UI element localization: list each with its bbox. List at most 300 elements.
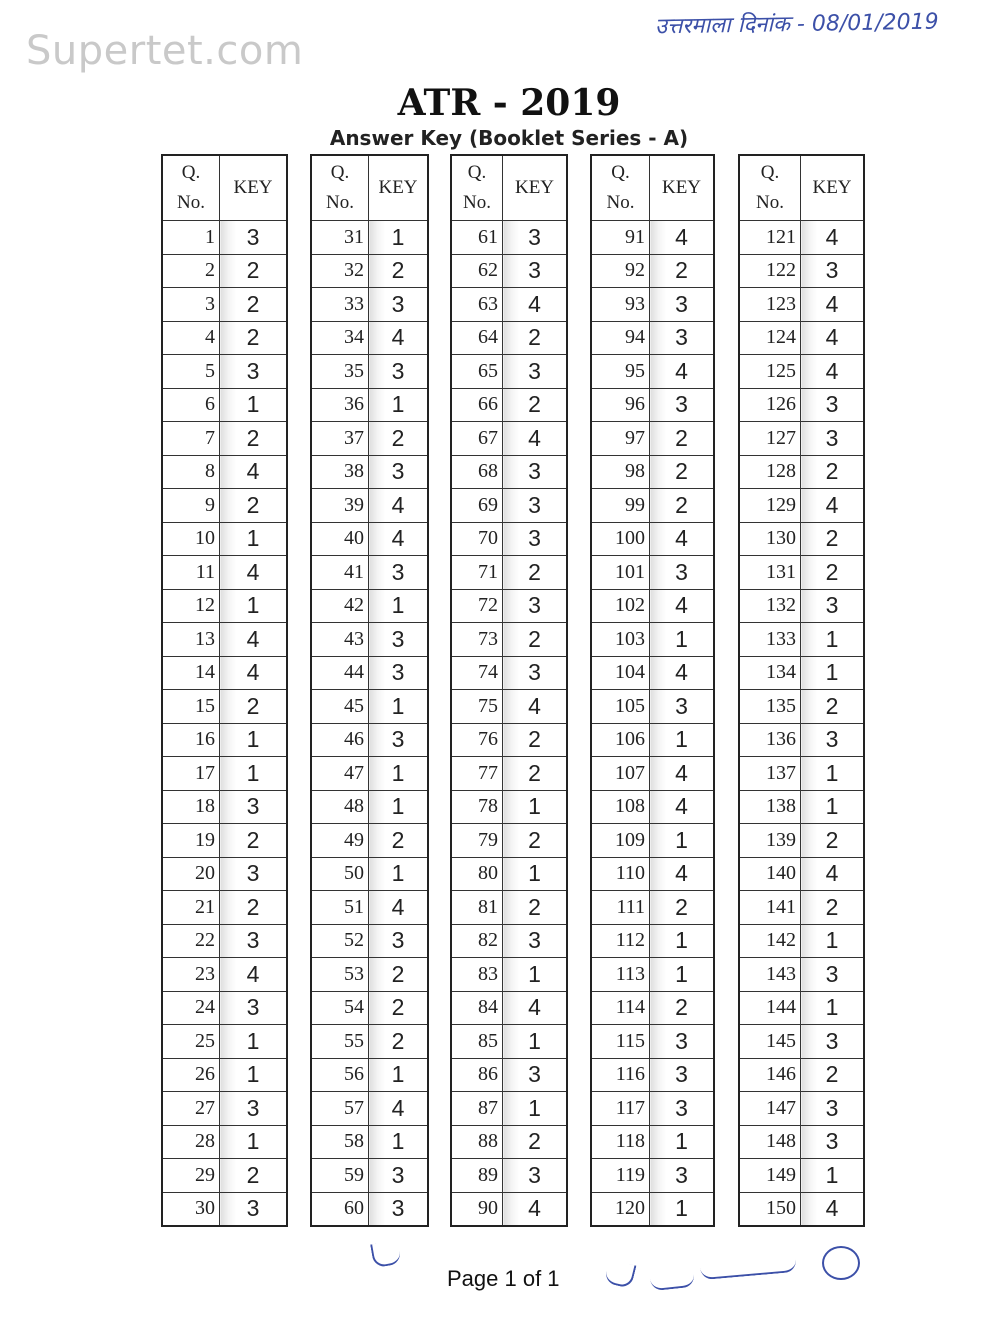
table-row (311, 489, 428, 523)
question-number: 76 (451, 723, 503, 757)
table-row (311, 656, 428, 690)
answer-key-value: 4 (650, 221, 715, 255)
question-number: 67 (451, 422, 503, 456)
question-number: 57 (311, 1092, 369, 1126)
answer-key-value: 3 (369, 455, 429, 489)
answer-key-value: 2 (801, 690, 865, 724)
answer-key-value: 3 (503, 221, 568, 255)
answer-key-value: 2 (801, 891, 865, 925)
table-row (451, 589, 567, 623)
table-row (162, 656, 287, 690)
answer-key-value: 2 (220, 254, 288, 288)
answer-key-value: 4 (650, 522, 715, 556)
question-number: 72 (451, 589, 503, 623)
question-number: 47 (311, 757, 369, 791)
question-number: 148 (739, 1125, 801, 1159)
answer-key-value: 1 (220, 522, 288, 556)
answer-key-table (738, 154, 865, 1227)
table-row (591, 757, 714, 791)
table-row (451, 221, 567, 255)
answer-key-value: 1 (650, 824, 715, 858)
answer-key-value: 4 (801, 288, 865, 322)
table-row (591, 589, 714, 623)
answer-key-value: 3 (220, 924, 288, 958)
table-row (162, 991, 287, 1025)
answer-key-table (161, 154, 288, 1227)
table-row (311, 958, 428, 992)
question-number: 130 (739, 522, 801, 556)
table-row (451, 857, 567, 891)
question-number: 45 (311, 690, 369, 724)
table-row (739, 522, 864, 556)
question-number: 111 (591, 891, 650, 925)
answer-key-value: 3 (650, 556, 715, 590)
signature-mark (649, 1263, 695, 1291)
table-row (739, 556, 864, 590)
answer-key-value: 2 (503, 388, 568, 422)
answer-key-value: 3 (220, 221, 288, 255)
answer-key-value: 2 (650, 991, 715, 1025)
question-number: 9 (162, 489, 220, 523)
answer-key-value: 2 (650, 254, 715, 288)
answer-key-value: 3 (369, 924, 429, 958)
table-row (162, 455, 287, 489)
table-row (162, 1159, 287, 1193)
question-number: 137 (739, 757, 801, 791)
answer-key-value: 2 (220, 690, 288, 724)
question-number: 14 (162, 656, 220, 690)
question-number-header (739, 155, 801, 221)
question-number: 2 (162, 254, 220, 288)
answer-key-value: 3 (503, 522, 568, 556)
question-number: 28 (162, 1125, 220, 1159)
question-number: 16 (162, 723, 220, 757)
answer-key-value: 4 (801, 355, 865, 389)
question-number: 144 (739, 991, 801, 1025)
table-row (162, 891, 287, 925)
answer-key-value: 4 (801, 1192, 865, 1226)
table-row (451, 1159, 567, 1193)
question-number: 115 (591, 1025, 650, 1059)
question-header-line2: No. (177, 192, 205, 213)
question-number: 18 (162, 790, 220, 824)
question-number: 4 (162, 321, 220, 355)
table-row (162, 824, 287, 858)
answer-key-value: 3 (220, 991, 288, 1025)
table-row (591, 1159, 714, 1193)
answer-key-value: 3 (650, 690, 715, 724)
question-number: 20 (162, 857, 220, 891)
answer-key-value: 4 (369, 891, 429, 925)
answer-key-value: 4 (369, 489, 429, 523)
answer-key-value: 4 (220, 455, 288, 489)
question-number-header (451, 155, 503, 221)
table-row (451, 522, 567, 556)
table-row (591, 254, 714, 288)
question-number: 36 (311, 388, 369, 422)
question-number: 60 (311, 1192, 369, 1226)
key-header: KEY (220, 155, 288, 221)
question-number: 48 (311, 790, 369, 824)
table-row (591, 891, 714, 925)
question-number: 21 (162, 891, 220, 925)
table-row (162, 1125, 287, 1159)
question-number: 6 (162, 388, 220, 422)
question-number: 10 (162, 522, 220, 556)
table-row (591, 924, 714, 958)
answer-key-value: 1 (801, 1159, 865, 1193)
table-row (739, 455, 864, 489)
table-row (162, 489, 287, 523)
table-row (311, 556, 428, 590)
answer-key-value: 4 (503, 1192, 568, 1226)
question-number: 58 (311, 1125, 369, 1159)
table-row (162, 723, 287, 757)
table-row (311, 891, 428, 925)
table-row (451, 958, 567, 992)
question-number: 146 (739, 1058, 801, 1092)
answer-key-value: 2 (503, 321, 568, 355)
answer-key-value: 2 (220, 422, 288, 456)
answer-key-value: 3 (801, 723, 865, 757)
answer-key-value: 3 (220, 790, 288, 824)
table-row (311, 991, 428, 1025)
question-number: 129 (739, 489, 801, 523)
answer-key-value: 1 (369, 1125, 429, 1159)
answer-key-table (590, 154, 715, 1227)
question-number: 96 (591, 388, 650, 422)
question-number: 136 (739, 723, 801, 757)
question-number: 101 (591, 556, 650, 590)
question-number: 25 (162, 1025, 220, 1059)
question-number: 27 (162, 1092, 220, 1126)
answer-key-value: 3 (801, 388, 865, 422)
table-row (311, 1025, 428, 1059)
table-row (162, 690, 287, 724)
table-row (311, 723, 428, 757)
table-row (311, 321, 428, 355)
answer-key-value: 2 (503, 1125, 568, 1159)
question-number: 132 (739, 589, 801, 623)
answer-key-value: 4 (650, 355, 715, 389)
answer-key-value: 3 (650, 1092, 715, 1126)
answer-key-value: 2 (220, 824, 288, 858)
question-number: 34 (311, 321, 369, 355)
table-row (739, 1092, 864, 1126)
question-number: 120 (591, 1192, 650, 1226)
table-row (451, 1092, 567, 1126)
question-number: 19 (162, 824, 220, 858)
table-row (311, 623, 428, 657)
question-number: 128 (739, 455, 801, 489)
answer-key-value: 3 (801, 958, 865, 992)
question-number: 121 (739, 221, 801, 255)
table-row (451, 790, 567, 824)
question-number: 114 (591, 991, 650, 1025)
answer-key-value: 3 (503, 656, 568, 690)
answer-key-value: 2 (801, 556, 865, 590)
answer-key-value: 3 (650, 288, 715, 322)
table-row (591, 1192, 714, 1226)
question-number: 52 (311, 924, 369, 958)
table-row (739, 1192, 864, 1226)
question-number: 15 (162, 690, 220, 724)
question-number: 93 (591, 288, 650, 322)
question-number: 5 (162, 355, 220, 389)
question-number: 110 (591, 857, 650, 891)
answer-key-value: 2 (220, 1159, 288, 1193)
question-number: 103 (591, 623, 650, 657)
answer-key-value: 4 (801, 489, 865, 523)
answer-key-value: 3 (369, 556, 429, 590)
table-row (739, 221, 864, 255)
table-row (451, 288, 567, 322)
table-row (451, 1192, 567, 1226)
question-number: 56 (311, 1058, 369, 1092)
table-row (451, 388, 567, 422)
table-row (739, 1125, 864, 1159)
key-header: KEY (369, 155, 429, 221)
answer-key-value: 1 (503, 1092, 568, 1126)
answer-key-value: 1 (220, 388, 288, 422)
table-row (451, 455, 567, 489)
question-number: 69 (451, 489, 503, 523)
question-number: 109 (591, 824, 650, 858)
answer-key-value: 1 (220, 589, 288, 623)
answer-key-value: 1 (369, 388, 429, 422)
answer-key-value: 3 (369, 1159, 429, 1193)
answer-key-value: 4 (220, 623, 288, 657)
table-row (162, 355, 287, 389)
table-row (311, 690, 428, 724)
answer-key-value: 3 (369, 1192, 429, 1226)
question-number: 35 (311, 355, 369, 389)
answer-key-value: 3 (220, 1192, 288, 1226)
answer-key-value: 4 (369, 1092, 429, 1126)
answer-key-value: 1 (369, 757, 429, 791)
question-number: 147 (739, 1092, 801, 1126)
table-row (739, 254, 864, 288)
answer-key-value: 2 (369, 991, 429, 1025)
answer-key-value: 3 (650, 388, 715, 422)
table-row (739, 422, 864, 456)
question-header-line1: Q. (760, 162, 780, 183)
key-header: KEY (503, 155, 568, 221)
answer-key-value: 1 (369, 690, 429, 724)
question-number: 78 (451, 790, 503, 824)
table-row (311, 422, 428, 456)
table-row (162, 757, 287, 791)
question-number: 66 (451, 388, 503, 422)
question-number: 97 (591, 422, 650, 456)
table-row (162, 958, 287, 992)
table-row (311, 1092, 428, 1126)
table-row (162, 790, 287, 824)
table-row (451, 355, 567, 389)
question-header-line2: No. (756, 192, 784, 213)
question-number: 92 (591, 254, 650, 288)
answer-key-value: 2 (650, 489, 715, 523)
question-number: 51 (311, 891, 369, 925)
answer-key-value: 2 (503, 757, 568, 791)
question-number: 63 (451, 288, 503, 322)
table-row (739, 891, 864, 925)
answer-key-value: 2 (369, 254, 429, 288)
question-number-header (591, 155, 650, 221)
question-number: 145 (739, 1025, 801, 1059)
table-row (311, 221, 428, 255)
table-row (451, 690, 567, 724)
answer-key-value: 4 (650, 790, 715, 824)
table-row (591, 656, 714, 690)
answer-key-value: 2 (220, 288, 288, 322)
question-number: 122 (739, 254, 801, 288)
answer-key-value: 3 (220, 857, 288, 891)
answer-key-value: 2 (801, 455, 865, 489)
table-row (591, 422, 714, 456)
answer-key-value: 2 (503, 623, 568, 657)
answer-key-value: 4 (650, 589, 715, 623)
table-row (591, 321, 714, 355)
answer-key-value: 1 (650, 1192, 715, 1226)
question-number: 105 (591, 690, 650, 724)
table-row (591, 288, 714, 322)
answer-key-value: 1 (220, 1025, 288, 1059)
answer-key-value: 4 (369, 321, 429, 355)
table-row (591, 991, 714, 1025)
answer-key-table (310, 154, 429, 1227)
answer-key-value: 4 (503, 422, 568, 456)
question-number: 43 (311, 623, 369, 657)
table-row (591, 355, 714, 389)
question-number: 31 (311, 221, 369, 255)
answer-key-value: 3 (369, 288, 429, 322)
answer-key-value: 2 (369, 824, 429, 858)
table-row (739, 958, 864, 992)
question-number: 75 (451, 690, 503, 724)
answer-key-value: 2 (369, 1025, 429, 1059)
answer-key-value: 2 (220, 321, 288, 355)
answer-key-value: 3 (503, 589, 568, 623)
table-row (162, 589, 287, 623)
question-number: 127 (739, 422, 801, 456)
answer-key-value: 1 (220, 757, 288, 791)
table-row (311, 1192, 428, 1226)
answer-key-value: 3 (801, 1125, 865, 1159)
answer-key-value: 3 (503, 489, 568, 523)
answer-key-value: 1 (650, 623, 715, 657)
answer-key-value: 1 (801, 790, 865, 824)
table-row (739, 489, 864, 523)
answer-key-value: 4 (503, 690, 568, 724)
table-row (451, 824, 567, 858)
table-row (591, 723, 714, 757)
table-row (591, 1058, 714, 1092)
question-number: 133 (739, 623, 801, 657)
table-row (591, 1125, 714, 1159)
table-row (451, 489, 567, 523)
table-row (591, 1092, 714, 1126)
answer-key-value: 1 (650, 958, 715, 992)
question-number: 1 (162, 221, 220, 255)
answer-key-value: 3 (503, 455, 568, 489)
answer-key-value: 3 (801, 254, 865, 288)
table-row (591, 623, 714, 657)
question-number: 54 (311, 991, 369, 1025)
table-row (591, 388, 714, 422)
question-number: 70 (451, 522, 503, 556)
table-row (591, 221, 714, 255)
table-row (451, 1058, 567, 1092)
table-row (162, 857, 287, 891)
answer-key-value: 2 (369, 958, 429, 992)
table-row (311, 288, 428, 322)
question-number: 106 (591, 723, 650, 757)
question-number: 44 (311, 656, 369, 690)
key-header: KEY (801, 155, 865, 221)
question-number: 3 (162, 288, 220, 322)
question-header-line1: Q. (467, 162, 487, 183)
table-row (162, 422, 287, 456)
answer-key-value: 3 (369, 656, 429, 690)
answer-key-value: 3 (369, 355, 429, 389)
question-number: 135 (739, 690, 801, 724)
table-row (311, 857, 428, 891)
table-row (311, 924, 428, 958)
question-number: 37 (311, 422, 369, 456)
question-number: 61 (451, 221, 503, 255)
question-number: 108 (591, 790, 650, 824)
answer-key-value: 2 (503, 723, 568, 757)
question-header-line2: No. (606, 192, 635, 213)
question-number: 53 (311, 958, 369, 992)
table-row (739, 321, 864, 355)
question-number: 94 (591, 321, 650, 355)
document-subtitle: Answer Key (Booklet Series - A) (329, 126, 689, 150)
answer-key-value: 1 (503, 958, 568, 992)
table-row (451, 254, 567, 288)
table-row (739, 790, 864, 824)
question-number: 42 (311, 589, 369, 623)
answer-key-value: 4 (801, 857, 865, 891)
question-number: 102 (591, 589, 650, 623)
question-number: 40 (311, 522, 369, 556)
answer-key-value: 4 (220, 556, 288, 590)
answer-key-value: 3 (801, 589, 865, 623)
table-row (739, 757, 864, 791)
answer-key-value: 1 (801, 656, 865, 690)
question-number: 80 (451, 857, 503, 891)
answer-key-value: 1 (369, 589, 429, 623)
answer-key-value: 2 (801, 1058, 865, 1092)
question-number: 55 (311, 1025, 369, 1059)
page-number: Page 1 of 1 (447, 1266, 560, 1291)
table-row (451, 623, 567, 657)
answer-key-value: 1 (801, 924, 865, 958)
answer-key-value: 2 (220, 891, 288, 925)
table-row (739, 388, 864, 422)
question-number: 38 (311, 455, 369, 489)
question-number: 82 (451, 924, 503, 958)
question-number: 49 (311, 824, 369, 858)
question-number: 83 (451, 958, 503, 992)
question-number: 87 (451, 1092, 503, 1126)
table-row (311, 355, 428, 389)
question-number: 73 (451, 623, 503, 657)
question-number: 88 (451, 1125, 503, 1159)
answer-key-value: 4 (801, 221, 865, 255)
question-number: 150 (739, 1192, 801, 1226)
